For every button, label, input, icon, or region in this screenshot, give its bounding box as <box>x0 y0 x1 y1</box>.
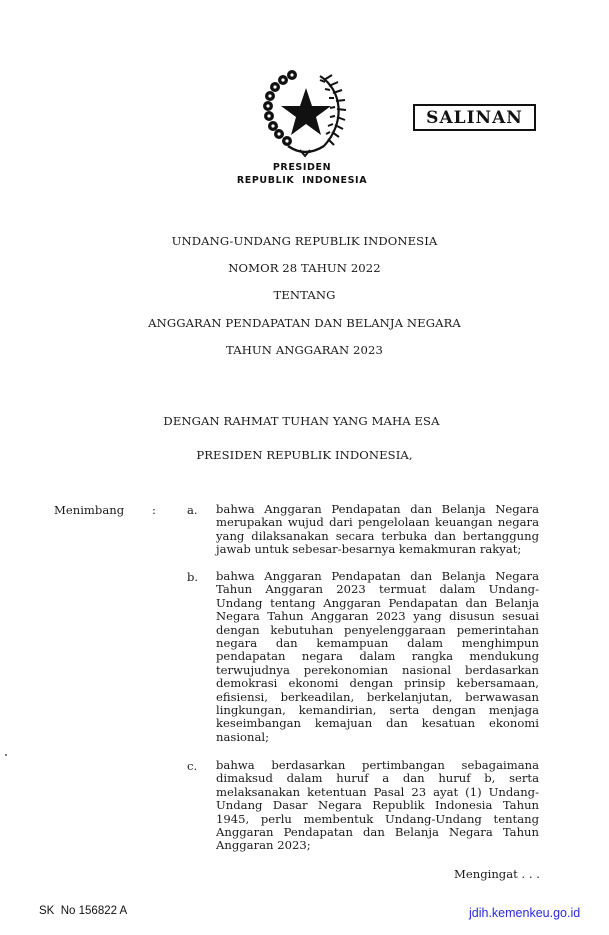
text-line: Undang Dasar Negara Republik Indonesia Tahun <box>216 798 539 813</box>
text-line: dengan kebutuhan penyelenggaraan pemerintahan <box>216 622 539 637</box>
text-line: efisiensi, berkeadilan, berkelanjutan, berwawasan <box>216 689 539 704</box>
item-text <box>216 570 539 744</box>
salinan-stamp: SALINAN <box>413 104 536 131</box>
item-letter: b. <box>187 570 199 584</box>
emblem-caption-presiden: PRESIDEN <box>272 162 332 173</box>
jdih-link[interactable]: jdih.kemenkeu.go.id <box>469 906 581 920</box>
law-subject: ANGGARAN PENDAPATAN DAN BELANJA NEGARA <box>148 316 461 330</box>
text-line: demokrasi ekonomi dengan prinsip kebersamaan, <box>216 676 539 691</box>
law-number: NOMOR 28 TAHUN 2022 <box>228 261 381 275</box>
text-line: lingkungan, kemandirian, serta dengan menjaga <box>216 702 539 717</box>
law-fiscal-year: TAHUN ANGGARAN 2023 <box>226 343 383 357</box>
text-line: pendapatan negara dalam rangka mendukung <box>216 649 539 664</box>
menimbang-label: Menimbang <box>54 503 125 517</box>
text-line: Anggaran Pendapatan dan Belanja Negara Tahun <box>216 824 539 839</box>
text-line: negara dan kemampuan dalam menghimpun <box>216 635 539 650</box>
text-line: Tahun Anggaran 2023 termuat dalam Undang- <box>216 582 539 597</box>
text-line: bahwa Anggaran Pendapatan dan Belanja Negara <box>216 502 539 516</box>
law-tentang: TENTANG <box>273 288 336 302</box>
text-line: bahwa berdasarkan pertimbangan sebagaimana <box>216 758 539 772</box>
item-letter: c. <box>187 759 198 773</box>
sk-number: SK No 156822 A <box>39 905 128 917</box>
text-line: jawab untuk sebesar-besarnya kemakmuran rakyat; <box>216 542 522 557</box>
text-line: Anggaran 2023; <box>216 838 311 853</box>
text-line: bahwa Anggaran Pendapatan dan Belanja Negara <box>216 569 539 583</box>
item-text <box>216 759 539 853</box>
text-line: dimaksud dalam huruf a dan huruf b, serta <box>216 771 539 786</box>
text-line: yang dilaksanakan secara terbuka dan bertanggung <box>216 528 539 543</box>
page-continuation: Mengingat . . . <box>454 867 540 881</box>
preamble-invocation: DENGAN RAHMAT TUHAN YANG MAHA ESA <box>163 414 440 428</box>
text-line: Undang tentang Anggaran Pendapatan dan Belanja <box>216 595 539 610</box>
text-line: 1945, perlu membentuk Undang-Undang tentang <box>216 811 539 826</box>
text-line: terwujudnya perekonomian nasional berdasarkan <box>216 662 539 677</box>
item-text <box>216 503 539 557</box>
law-title-line: UNDANG-UNDANG REPUBLIK INDONESIA <box>171 234 438 248</box>
text-line: melaksanakan ketentuan Pasal 23 ayat (1) Undang- <box>216 784 539 799</box>
item-letter: a. <box>187 503 198 517</box>
menimbang-colon: : <box>152 503 156 517</box>
text-line: Negara Tahun Anggaran 2023 yang disusun sesuai <box>216 609 539 624</box>
text-line: keseimbangan kemajuan dan kesatuan ekonomi <box>216 716 539 731</box>
presidential-seal-star-icon <box>262 66 348 158</box>
emblem-caption-republik: REPUBLIK INDONESIA <box>236 175 368 186</box>
text-line: nasional; <box>216 729 270 744</box>
scan-speck <box>5 754 7 756</box>
text-line: merupakan wujud dari pengelolaan keuangan negara <box>216 515 539 530</box>
preamble-president: PRESIDEN REPUBLIK INDONESIA, <box>196 448 413 462</box>
